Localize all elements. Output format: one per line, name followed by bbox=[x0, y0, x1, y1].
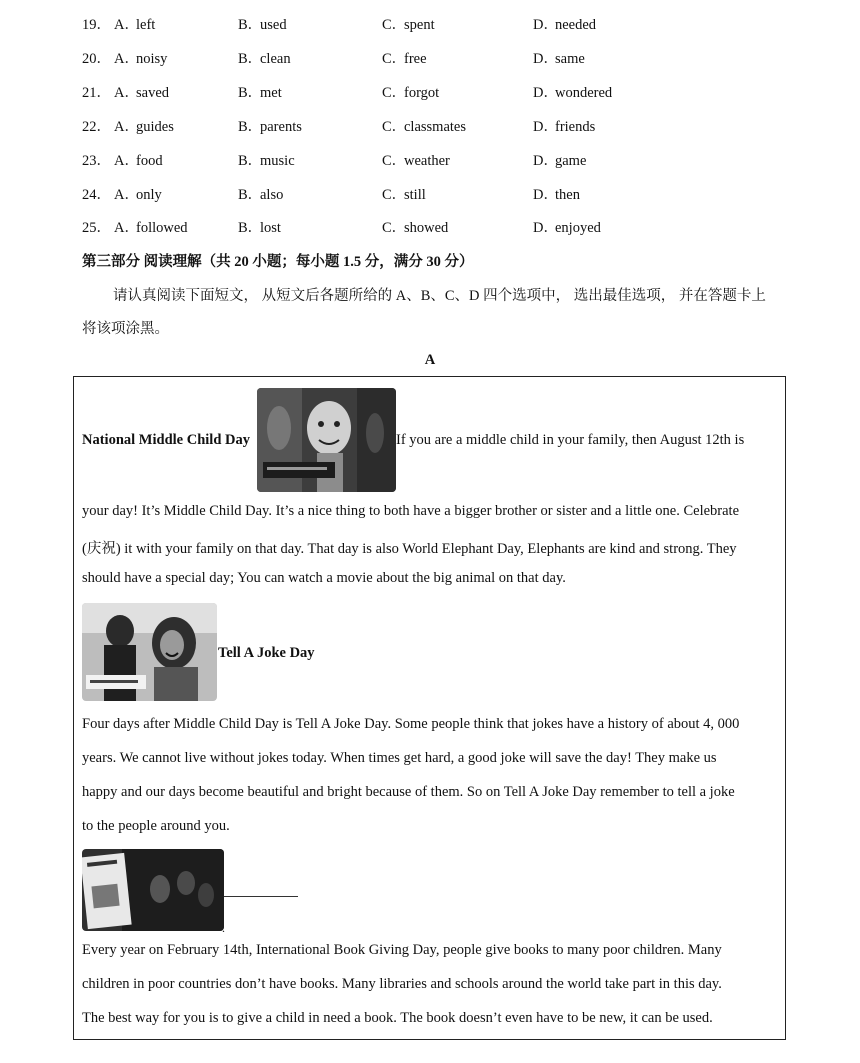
option-a[interactable]: A．followed bbox=[114, 220, 188, 236]
option-b[interactable]: B．lost bbox=[238, 220, 281, 236]
option-d[interactable]: D．needed bbox=[533, 17, 597, 33]
option-a[interactable]: A．left bbox=[114, 17, 156, 33]
question-number: 21． bbox=[82, 85, 111, 101]
paragraph-2-line-2: years. We cannot live without jokes today. When times get hard, a good joke will save the day! They make us bbox=[82, 750, 717, 766]
question-number: 22． bbox=[82, 119, 111, 135]
instruction-text: 请认真阅读下面短文， 从短文后各题所给的 A、B、C、D 四个选项中， 选出最佳选项， 并在答题卡上 bbox=[113, 288, 766, 304]
option-c[interactable]: C．classmates bbox=[382, 119, 467, 135]
paragraph-3-line-1: Every year on February 14th, International Book Giving Day, people give books to many poor children. Many bbox=[82, 942, 722, 958]
question-number: 24． bbox=[82, 187, 111, 203]
option-c[interactable]: C．spent bbox=[382, 17, 435, 33]
option-b[interactable]: B．clean bbox=[238, 51, 291, 67]
option-d[interactable]: D．then bbox=[533, 187, 580, 203]
answer-blank[interactable] bbox=[224, 896, 298, 897]
paragraph-2-line-1: Four days after Middle Child Day is Tell A Joke Day. Some people think that jokes have a history of about 4, 000 bbox=[82, 716, 740, 732]
option-c[interactable]: C．still bbox=[382, 187, 426, 203]
option-c[interactable]: C．forgot bbox=[382, 85, 440, 101]
question-number: 20． bbox=[82, 51, 111, 67]
instruction-text-cont: 将该项涂黑。 bbox=[82, 321, 169, 337]
paragraph-1-line-1: If you are a middle child in your family, then August 12th is bbox=[396, 432, 745, 448]
paragraph-1-line-3: (庆祝) it with your family on that day. That day is also World Elephant Day, Elephants are kind and strong. They bbox=[82, 541, 737, 557]
section-title: 第三部分 阅读理解（共 20 小题；每小题 1.5 分，满分 30 分） bbox=[82, 254, 474, 270]
passage-label: A bbox=[424, 352, 436, 368]
option-c[interactable]: C．weather bbox=[382, 153, 450, 169]
option-a[interactable]: A．only bbox=[114, 187, 162, 203]
question-number: 23． bbox=[82, 153, 111, 169]
option-c[interactable]: C．showed bbox=[382, 220, 449, 236]
question-number: 25． bbox=[82, 220, 111, 236]
question-number: 19． bbox=[82, 17, 111, 33]
paragraph-3-line-3: The best way for you is to give a child in need a book. The book doesn’t even have to be new, it can be used. bbox=[82, 1010, 713, 1026]
tell-a-joke-photo bbox=[82, 603, 217, 701]
period-mark: . bbox=[222, 921, 225, 935]
book-giving-photo bbox=[82, 849, 224, 931]
option-d[interactable]: D．same bbox=[533, 51, 585, 67]
heading-middle-child-day: National Middle Child Day bbox=[82, 432, 250, 448]
option-d[interactable]: D．friends bbox=[533, 119, 596, 135]
paragraph-1-line-4: should have a special day; You can watch a movie about the big animal on that day. bbox=[82, 570, 566, 586]
option-d[interactable]: D．enjoyed bbox=[533, 220, 601, 236]
passage-box bbox=[73, 376, 786, 1040]
option-b[interactable]: B．music bbox=[238, 153, 295, 169]
option-a[interactable]: A．guides bbox=[114, 119, 174, 135]
option-c[interactable]: C．free bbox=[382, 51, 427, 67]
option-a[interactable]: A．saved bbox=[114, 85, 170, 101]
option-a[interactable]: A．food bbox=[114, 153, 163, 169]
heading-tell-a-joke-day: Tell A Joke Day bbox=[218, 645, 315, 661]
paragraph-2-line-4: to the people around you. bbox=[82, 818, 230, 834]
option-a[interactable]: A．noisy bbox=[114, 51, 168, 67]
middle-child-photo bbox=[257, 388, 396, 492]
paragraph-1-line-2: your day! It’s Middle Child Day. It’s a nice thing to both have a bigger brother or sister and a little one. Celebrate bbox=[82, 503, 740, 519]
option-b[interactable]: B．also bbox=[238, 187, 284, 203]
option-d[interactable]: D．wondered bbox=[533, 85, 613, 101]
option-b[interactable]: B．met bbox=[238, 85, 282, 101]
paragraph-3-line-2: children in poor countries don’t have books. Many libraries and schools around the world take part in this day. bbox=[82, 976, 722, 992]
option-b[interactable]: B．used bbox=[238, 17, 287, 33]
option-d[interactable]: D．game bbox=[533, 153, 587, 169]
paragraph-2-line-3: happy and our days become beautiful and bright because of them. So on Tell A Joke Day remember to tell a joke bbox=[82, 784, 735, 800]
option-b[interactable]: B．parents bbox=[238, 119, 302, 135]
